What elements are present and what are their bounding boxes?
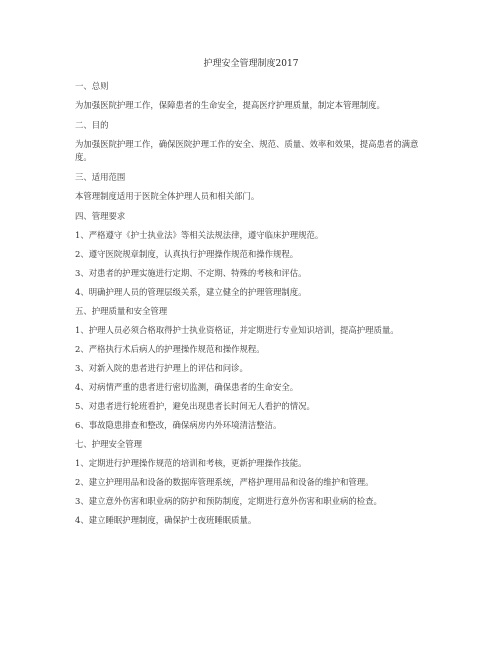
section-heading-purpose: 二、目的 [75,120,109,130]
document-body [75,80,427,533]
list-item: 3、建立意外伤害和职业病的防护和预防制度，定期进行意外伤害和职业病的检查。 [75,496,382,506]
document-title: 护理安全管理制度2017 [203,59,299,69]
section-paragraph: 本管理制度适用于医院全体护理人员和相关部门。 [75,191,260,201]
section-heading-scope: 三、适用范围 [75,172,126,182]
list-item: 5、对患者进行轮班看护，避免出现患者长时间无人看护的情况。 [75,401,315,411]
list-item: 1、严格遵守《护士执业法》等相关法规法律，遵守临床护理规范。 [75,230,324,240]
section-heading-general: 一、总则 [75,81,109,91]
list-item: 3、对新入院的患者进行护理上的评估和问诊。 [75,363,248,373]
section-heading-requirements: 四、管理要求 [75,211,126,221]
list-item: 2、严格执行术后病人的护理操作规范和操作规程。 [75,344,265,354]
list-item: 6、事故隐患排查和整改，确保病房内外环境清洁整洁。 [75,420,282,430]
list-item: 1、定期进行护理操作规范的培训和考核，更新护理操作技能。 [75,458,307,468]
section-paragraph: 为加强医院护理工作，确保医院护理工作的安全、规范、质量、效率和效果，提高患者的满意度。 [75,139,419,162]
list-item: 2、建立护理用品和设备的数据库管理系统，严格护理用品和设备的维护和管理。 [75,477,374,487]
section-heading-nursing-safety: 七、护理安全管理 [75,439,142,449]
list-item: 1、护理人员必须合格取得护士执业资格证，并定期进行专业知识培训，提高护理质量。 [75,325,399,335]
section-heading-quality-safety: 五、护理质量和安全管理 [75,306,168,316]
section-paragraph: 为加强医院护理工作，保障患者的生命安全，提高医疗护理质量，制定本管理制度。 [75,100,385,110]
list-item: 4、对病情严重的患者进行密切监测，确保患者的生命安全。 [75,382,299,392]
list-item: 3、对患者的护理实施进行定期、不定期、特殊的考核和评估。 [75,268,307,278]
list-item: 4、建立睡眠护理制度，确保护士夜班睡眠质量。 [75,515,257,525]
list-item: 4、明确护理人员的管理层级关系，建立健全的护理管理制度。 [75,287,307,297]
list-item: 2、遵守医院规章制度，认真执行护理操作规范和操作规程。 [75,249,299,259]
